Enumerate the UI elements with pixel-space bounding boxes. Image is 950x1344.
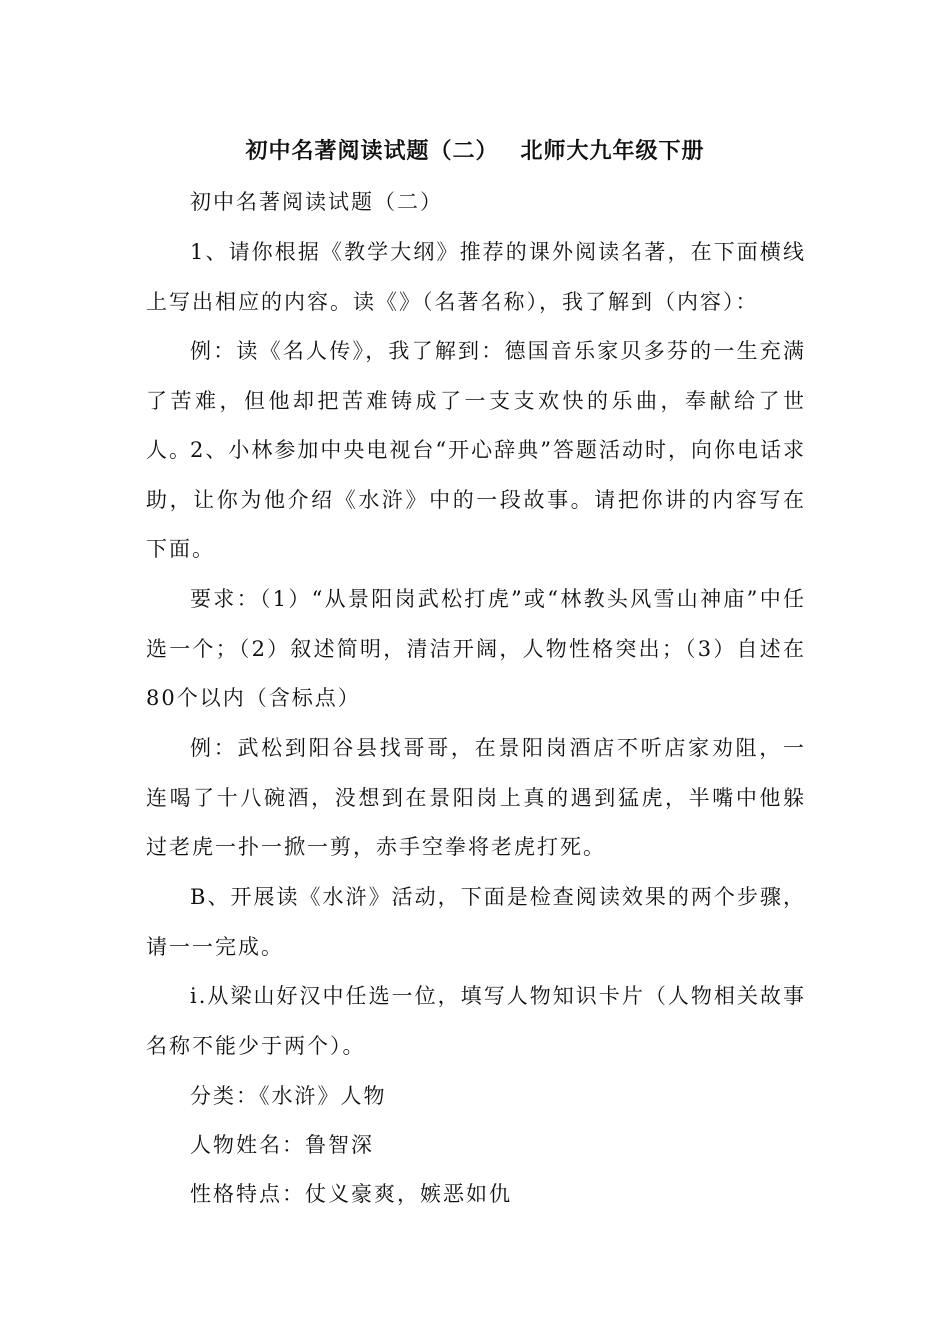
paragraph-question-i: i.从梁山好汉中任选一位，填写人物知识卡片（人物相关故事名称不能少于两个）。 (146, 984, 806, 1058)
paragraph-personality: 性格特点：仗义豪爽，嫉恶如仇 (190, 1182, 512, 1206)
paragraph-requirements: 要求：（1）“从景阳岗武松打虎”或“林教头风雪山神庙”中任选一个；（2）叙述简明，清洁开阔，人物性格突出；（3）自述在80个以内（含标点） (146, 587, 806, 710)
paragraph-question-1: 1、请你根据《教学大纲》推荐的课外阅读名著，在下面横线上写出相应的内容。读《》（名著名称），我了解到（内容）： (146, 240, 806, 314)
paragraph-example-2: 例：武松到阳谷县找哥哥，在景阳岗酒店不听店家劝阻，一连喝了十八碗酒，没想到在景阳岗上真的遇到猛虎，半嘴中他躲过老虎一扑一掀一剪，赤手空拳将老虎打死。 (146, 736, 806, 859)
paragraph-question-b: B、开展读《水浒》活动，下面是检查阅读效果的两个步骤，请一一完成。 (146, 885, 806, 959)
paragraph-example-1: 例：读《名人传》，我了解到：德国音乐家贝多芬的一生充满了苦难，但他却把苦难铸成了一支支欢快的乐曲，奉献给了世人。 (146, 339, 806, 462)
title-subtitle: 北师大九年级下册 (520, 139, 705, 164)
paragraph-heading: 初中名著阅读试题（二） (190, 190, 443, 214)
paragraph-category: 分类：《水浒》人物 (190, 1084, 387, 1108)
paragraph-character-name: 人物姓名：鲁智深 (190, 1133, 374, 1157)
paragraph-question-2: 2、小林参加中央电视台“开心辞典”答题活动时，向你电话求助，让你为他介绍《水浒》中的一段故事。请把你讲的内容写在下面。 (146, 438, 806, 561)
title-main: 初中名著阅读试题（二） (245, 139, 499, 164)
document-title (0, 136, 950, 168)
